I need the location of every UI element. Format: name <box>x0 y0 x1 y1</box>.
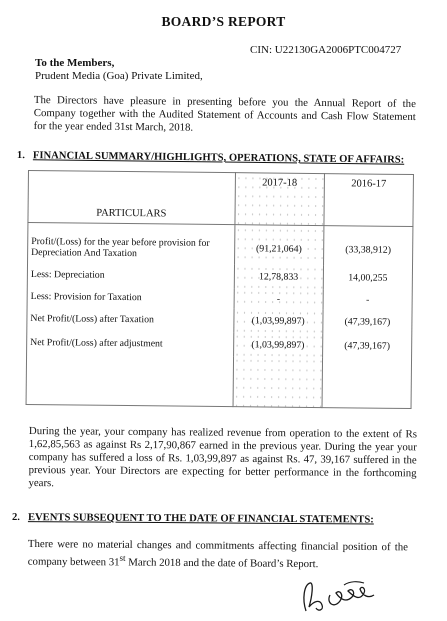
value-2016-17: (47,39,167) <box>323 309 412 334</box>
value-2017-18: - <box>234 288 324 309</box>
row-label: Profit/(Loss) for the year before provision for Depreciation And Taxation <box>28 223 235 265</box>
section-2-heading <box>12 512 374 526</box>
value-2017-18: (1,03,99,897) <box>233 332 323 357</box>
row-label: Net Profit/(Loss) after Taxation <box>27 306 234 332</box>
events-text-part-2: March 2018 and the date of Board’s Report. <box>125 556 319 571</box>
section-number: 1. <box>16 150 25 162</box>
row-label: Less: Provision for Taxation <box>27 286 234 308</box>
column-header-2016-17: 2016-17 <box>324 174 414 227</box>
report-title: BOARD’S REPORT <box>161 14 286 29</box>
column-header-2017-18: 2017-18 <box>234 173 324 226</box>
value-2017-18: (1,03,99,897) <box>233 308 323 333</box>
events-text-part-1: There were no material changes and commitments affecting financial position of the company between 31 <box>27 538 408 569</box>
blank-cell <box>322 357 412 408</box>
intro-paragraph: The Directors have pleasure in presenting before you the Annual Report of the Company together with the Audited Statement of Accounts and Cash Flow Statement for the year ended 31st March, 2018. <box>33 94 416 134</box>
section-title: FINANCIAL SUMMARY/HIGHLIGHTS, OPERATIONS, STATE OF AFFAIRS: <box>32 150 405 166</box>
column-header-particulars: PARTICULARS <box>28 171 235 225</box>
financial-summary-paragraph: During the year, your company has realized revenue from operation to the extent of Rs 1,62,85,563 as against Rs 2,17,90,867 earned in the previous year. During the year your company has suffered a loss of Rs. 1,03,99,897 as against Rs. 47, 39,167 suffered in the previous year. Your Directors are expecting for better performance in the forthcoming years. <box>28 425 417 490</box>
salutation: To the Members, <box>35 57 115 69</box>
table-row-blank <box>26 354 412 409</box>
row-label: Less: Depreciation <box>27 262 234 288</box>
value-2016-17: 14,00,255 <box>323 265 412 290</box>
ordinal-suffix: st <box>119 552 126 563</box>
section-number: 2. <box>11 512 20 524</box>
value-2016-17: - <box>323 289 412 310</box>
signature <box>300 577 380 617</box>
events-paragraph <box>28 538 408 572</box>
value-2016-17: (47,39,167) <box>322 333 411 358</box>
blank-cell <box>26 354 233 407</box>
section-1-heading <box>17 150 404 166</box>
blank-cell <box>233 356 323 407</box>
section-title: EVENTS SUBSEQUENT TO THE DATE OF FINANCIAL STATEMENTS: <box>27 512 374 526</box>
value-2016-17: (33,38,912) <box>323 226 412 266</box>
value-2017-18: (91,21,064) <box>234 225 324 265</box>
company-name: Prudent Media (Goa) Private Limited, <box>35 70 203 82</box>
row-label: Net Profit/(Loss) after adjustment <box>27 330 234 356</box>
value-2017-18: 12,78,833 <box>234 264 324 289</box>
financial-summary-table <box>26 170 414 409</box>
cin-number: CIN: U22130GA2006PTC004727 <box>250 44 402 56</box>
table-row <box>28 223 413 267</box>
